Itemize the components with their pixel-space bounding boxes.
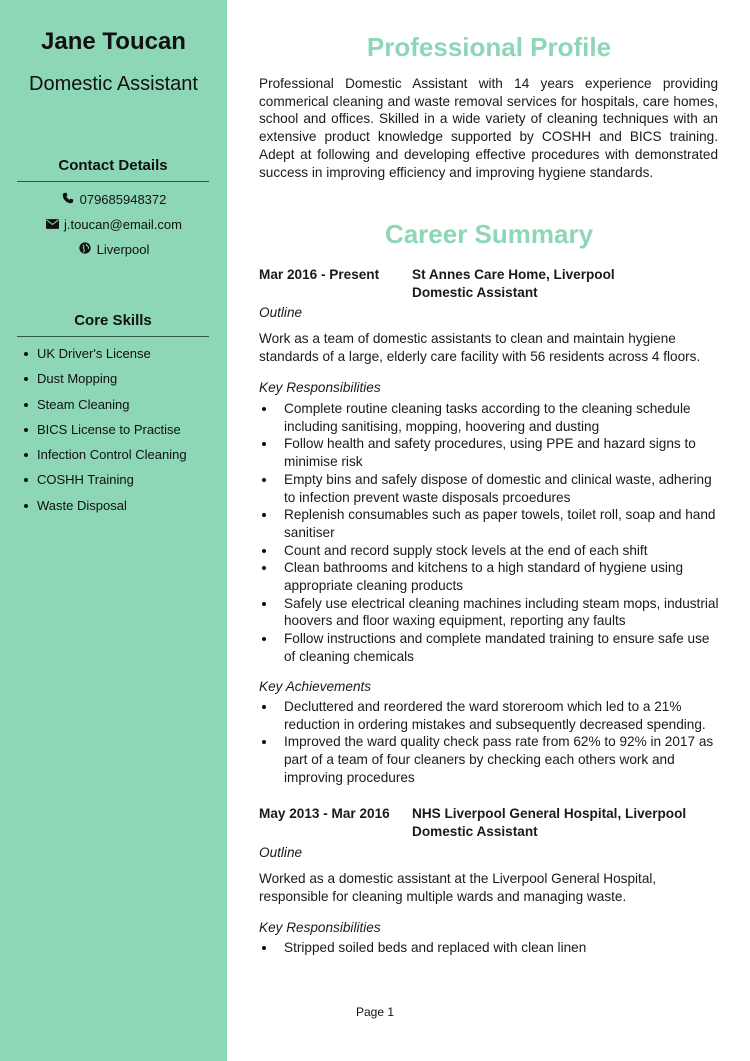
job-employer: St Annes Care Home, Liverpool: [412, 267, 615, 282]
contact-phone-text: 079685948372: [79, 192, 167, 207]
skill-item: Steam Cleaning: [22, 397, 187, 422]
list-item: Complete routine cleaning tasks according to the cleaning schedule including sanitising, mopping, hoovering and dusting: [259, 400, 719, 435]
skill-item: BICS License to Practise: [22, 422, 187, 447]
phone-icon: [61, 192, 75, 207]
list-item: Decluttered and reordered the ward storeroom which led to a 21% reduction in ordering mistakes and subsequently decreased spending.: [259, 698, 719, 733]
page-number: Page 1: [355, 1005, 395, 1019]
list-item: Count and record supply stock levels at the end of each shift: [259, 542, 719, 560]
responsibilities-label: Key Responsibilities: [259, 920, 381, 935]
responsibilities-label: Key Responsibilities: [259, 380, 381, 395]
contact-email-text: j.toucan@email.com: [64, 217, 182, 232]
contact-heading: Contact Details: [17, 157, 209, 182]
outline-label: Outline: [259, 845, 303, 860]
job-title: Domestic Assistant: [412, 824, 538, 839]
sidebar: [0, 0, 227, 1061]
achievements-label: Key Achievements: [259, 679, 372, 694]
outline-label: Outline: [259, 305, 303, 320]
job-title: Domestic Assistant: [412, 285, 538, 300]
candidate-name: Jane Toucan: [41, 28, 186, 55]
achievements-list: [259, 698, 719, 787]
skill-item: COSHH Training: [22, 472, 187, 497]
globe-icon: [78, 242, 92, 257]
career-heading: Career Summary: [384, 219, 594, 249]
skill-item: UK Driver's License: [22, 346, 187, 371]
profile-text: Professional Domestic Assistant with 14 years experience providing commerical cleaning and waste removal services for hospitals, care homes, school and offices. Skilled in a wide variety of cleaning techniques with an extensive product knowledge supported by COSHH and BICS training. Adept at following and developing effective procedures with demonstrated success in improving efficiency and improving hygiene standards.: [259, 76, 718, 180]
contact-email: [0, 217, 227, 232]
responsibilities-list: [259, 939, 719, 957]
job-dates: Mar 2016 - Present: [259, 267, 380, 282]
skills-list: [22, 346, 187, 523]
skills-heading: Core Skills: [17, 312, 209, 337]
envelope-icon: [45, 217, 59, 232]
list-item: Replenish consumables such as paper towels, toilet roll, soap and hand sanitiser: [259, 506, 719, 541]
job-outline: Work as a team of domestic assistants to clean and maintain hygiene standards of a large, elderly care facility with 56 residents across 4 floors.: [259, 331, 701, 364]
list-item: Follow health and safety procedures, using PPE and hazard signs to minimise risk: [259, 435, 719, 470]
skill-item: Waste Disposal: [22, 498, 187, 523]
candidate-role: Domestic Assistant: [29, 73, 198, 95]
list-item: Follow instructions and complete mandated training to ensure safe use of cleaning chemicals: [259, 630, 719, 665]
contact-location: [0, 242, 227, 257]
list-item: Empty bins and safely dispose of domestic and clinical waste, adhering to infection prevent waste disposals prcoedures: [259, 471, 719, 506]
job-dates: May 2013 - Mar 2016: [259, 806, 390, 821]
responsibilities-list: [259, 400, 719, 666]
list-item: Improved the ward quality check pass rate from 62% to 92% in 2017 as part of a team of four cleaners by checking each others work and improving procedures: [259, 733, 719, 786]
job-outline: Worked as a domestic assistant at the Liverpool General Hospital, responsible for cleaning multiple wards and managing waste.: [259, 871, 657, 904]
list-item: Safely use electrical cleaning machines including steam mops, industrial hoovers and floor waxing equipment, reporting any faults: [259, 595, 719, 630]
list-item: Clean bathrooms and kitchens to a high standard of hygiene using appropriate cleaning products: [259, 559, 719, 594]
contact-phone: [0, 192, 227, 207]
profile-heading: Professional Profile: [366, 32, 612, 62]
list-item: Stripped soiled beds and replaced with clean linen: [259, 939, 719, 957]
skill-item: Dust Mopping: [22, 371, 187, 396]
job-employer: NHS Liverpool General Hospital, Liverpool: [412, 806, 687, 821]
contact-location-text: Liverpool: [96, 242, 150, 257]
skill-item: Infection Control Cleaning: [22, 447, 187, 472]
